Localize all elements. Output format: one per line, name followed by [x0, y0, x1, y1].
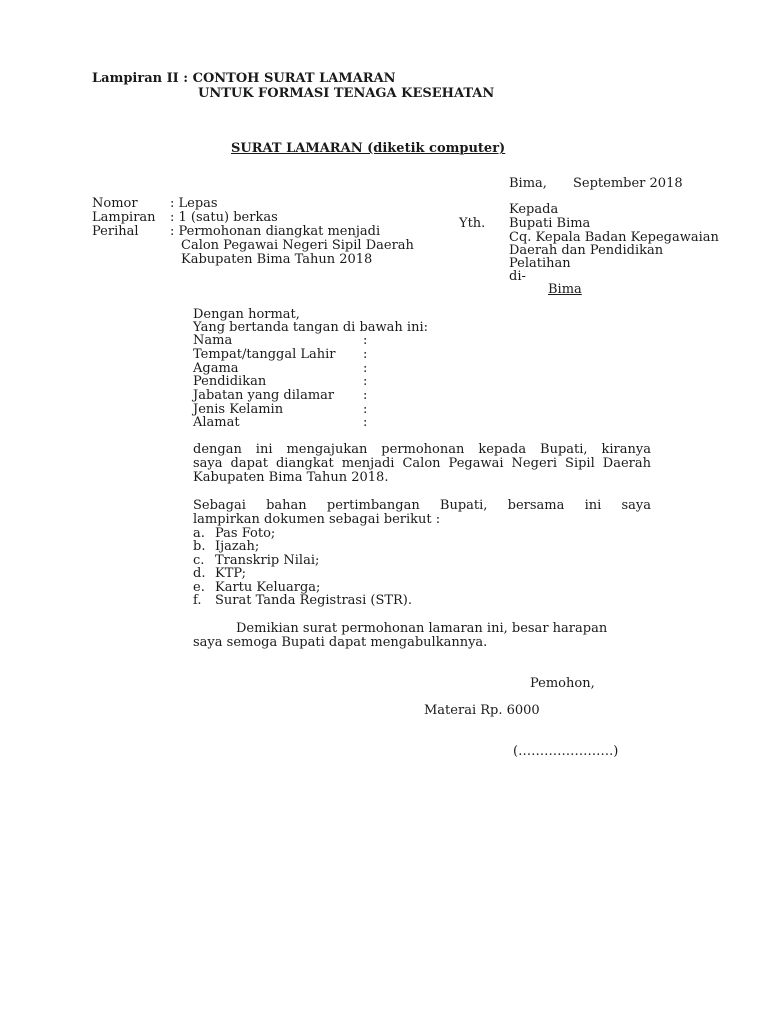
- signature-name-placeholder: (………………….): [513, 744, 619, 759]
- attachment-text: Transkrip Nilai;: [215, 553, 320, 568]
- perihal-value-3: Kabupaten Bima Tahun 2018: [181, 252, 373, 267]
- recipient-di: di-: [509, 269, 526, 284]
- recipient-yth: Yth.: [459, 216, 486, 231]
- stamp-duty-label: Materai Rp. 6000: [424, 703, 540, 718]
- perihal-value-1: : Permohonan diangkat menjadi: [170, 224, 381, 239]
- attachment-marker: c.: [193, 553, 205, 568]
- attachment-item: [193, 566, 247, 581]
- date-place: Bima,: [509, 176, 547, 191]
- lampiran-label: Lampiran: [92, 210, 156, 225]
- recipient-line-3: Daerah dan Pendidikan: [509, 243, 664, 258]
- attachment-marker: e.: [193, 580, 205, 595]
- recipient-line-1: Bupati Bima: [509, 216, 591, 231]
- field-label: Nama: [193, 333, 233, 348]
- attachment-marker: b.: [193, 539, 206, 554]
- field-label: Alamat: [193, 415, 240, 430]
- field-colon: :: [363, 347, 368, 362]
- field-label: Agama: [193, 361, 239, 376]
- field-colon: :: [363, 333, 368, 348]
- attachment-text: Pas Foto;: [215, 526, 276, 541]
- recipient-city: Bima: [548, 282, 582, 297]
- greeting: Dengan hormat,: [193, 307, 300, 322]
- field-label: Jabatan yang dilamar: [193, 388, 335, 403]
- field-colon: :: [363, 361, 368, 376]
- perihal-label: Perihal: [92, 224, 139, 239]
- attachment-marker: f.: [193, 593, 202, 608]
- nomor-label: Nomor: [92, 196, 138, 211]
- recipient-line-2: Cq. Kepala Badan Kepegawaian: [509, 230, 719, 245]
- body-paragraph-2-line-1: Sebagai bahan pertimbangan Bupati, bersama ini saya: [193, 498, 651, 513]
- field-colon: :: [363, 388, 368, 403]
- field-label: Tempat/tanggal Lahir: [193, 347, 336, 362]
- attachment-text: KTP;: [215, 566, 247, 581]
- attachment-marker: d.: [193, 566, 206, 581]
- applicant-label: Pemohon,: [530, 676, 595, 691]
- body-paragraph-1-line-3: Kabupaten Bima Tahun 2018.: [193, 470, 389, 485]
- attachment-item: [193, 593, 413, 608]
- attachment-text: Ijazah;: [215, 539, 260, 554]
- body-paragraph-1-line-2: saya dapat diangkat menjadi Calon Pegawai Negeri Sipil Daerah: [193, 456, 651, 471]
- field-colon: :: [363, 415, 368, 430]
- nomor-value: : Lepas: [170, 196, 218, 211]
- field-colon: :: [363, 402, 368, 417]
- lampiran-value: : 1 (satu) berkas: [170, 210, 278, 225]
- attachment-item: [193, 539, 260, 554]
- field-row: [193, 415, 368, 430]
- intro-line: Yang bertanda tangan di bawah ini:: [193, 320, 428, 335]
- attachment-text: Kartu Keluarga;: [215, 580, 321, 595]
- attachment-text: Surat Tanda Registrasi (STR).: [215, 593, 413, 608]
- body-paragraph-1-line-1: dengan ini mengajukan permohonan kepada Bupati, kiranya: [193, 442, 651, 457]
- document-title: SURAT LAMARAN (diketik computer): [231, 141, 506, 156]
- field-row: [193, 333, 368, 348]
- field-row: [193, 347, 368, 362]
- closing-line-1: Demikian surat permohonan lamaran ini, besar harapan: [236, 621, 608, 636]
- date-month-year: September 2018: [573, 176, 683, 191]
- closing-line-2: saya semoga Bupati dapat mengabulkannya.: [193, 635, 488, 650]
- field-label: Jenis Kelamin: [193, 402, 284, 417]
- recipient-kepada: Kepada: [509, 202, 559, 217]
- appendix-heading: Lampiran II : CONTOH SURAT LAMARAN: [92, 71, 396, 86]
- recipient-line-4: Pelatihan: [509, 256, 571, 271]
- field-colon: :: [363, 374, 368, 389]
- body-paragraph-2-line-2: lampirkan dokumen sebagai berikut :: [193, 512, 441, 527]
- appendix-subheading: UNTUK FORMASI TENAGA KESEHATAN: [198, 86, 495, 101]
- attachment-marker: a.: [193, 526, 205, 541]
- field-row: [193, 388, 368, 403]
- field-label: Pendidikan: [193, 374, 267, 389]
- perihal-value-2: Calon Pegawai Negeri Sipil Daerah: [181, 238, 414, 253]
- field-row: [193, 374, 368, 389]
